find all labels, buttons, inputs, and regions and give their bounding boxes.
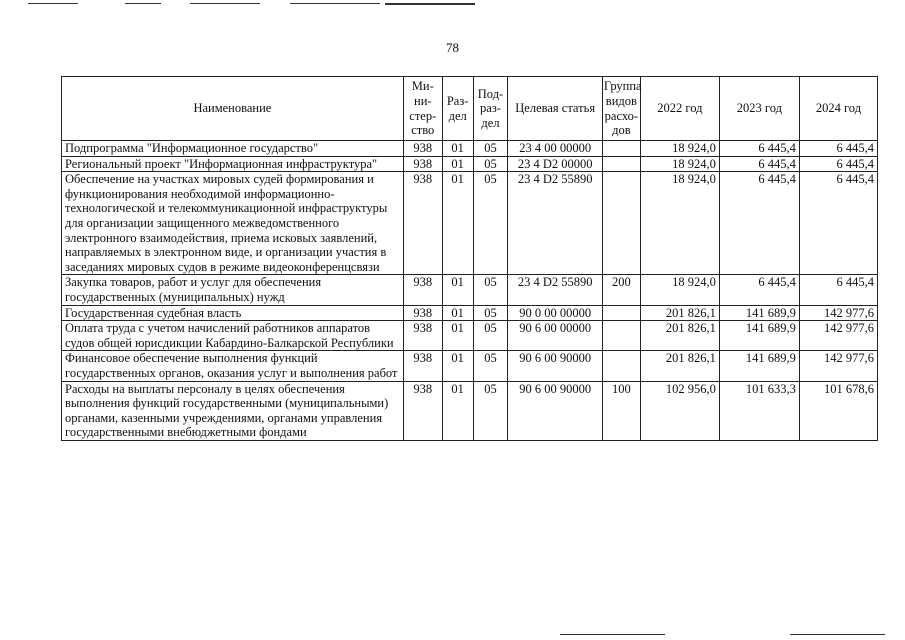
header-ministry: Ми- ни- стер- ство xyxy=(403,77,442,141)
section-cell: 01 xyxy=(442,172,473,275)
group-cell xyxy=(602,172,640,275)
amount-2022-cell: 18 924,0 xyxy=(640,172,719,275)
subsection-cell: 05 xyxy=(473,172,508,275)
ministry-cell: 938 xyxy=(403,156,442,172)
row-name-cell: Подпрограмма "Информационное государство" xyxy=(62,141,404,157)
header-subsection: Под- раз- дел xyxy=(473,77,508,141)
amount-2022-cell: 201 826,1 xyxy=(640,321,719,351)
group-cell xyxy=(602,156,640,172)
ministry-cell: 938 xyxy=(403,172,442,275)
header-name: Наименование xyxy=(62,77,404,141)
amount-2022-cell: 201 826,1 xyxy=(640,305,719,321)
amount-2023-cell: 6 445,4 xyxy=(719,156,799,172)
budget-table xyxy=(61,76,878,441)
table-row xyxy=(62,141,878,157)
table-row xyxy=(62,156,878,172)
group-cell xyxy=(602,141,640,157)
header-row xyxy=(62,77,878,141)
row-name-cell: Государственная судебная власть xyxy=(62,305,404,321)
amount-2023-cell: 141 689,9 xyxy=(719,321,799,351)
section-cell: 01 xyxy=(442,351,473,381)
table-row xyxy=(62,275,878,305)
table-body xyxy=(62,141,878,441)
target-cell: 23 4 00 00000 xyxy=(508,141,602,157)
ministry-cell: 938 xyxy=(403,321,442,351)
subsection-cell: 05 xyxy=(473,275,508,305)
subsection-cell: 05 xyxy=(473,321,508,351)
scan-artifact-line xyxy=(790,634,885,635)
group-cell xyxy=(602,305,640,321)
row-name-cell: Обеспечение на участках мировых судей формирования и функционирования необходимой информационно-технологической и телекоммуникационной инфраструктуры для организации защищенного межведомственного электронного взаимодействия, приема исковых заявлений, направляемых в электронном виде, и организации участия в заседаниях мировых судов в режиме видеоконференцсвязи xyxy=(62,172,404,275)
target-cell: 90 6 00 00000 xyxy=(508,321,602,351)
amount-2024-cell: 6 445,4 xyxy=(799,156,877,172)
group-cell: 100 xyxy=(602,381,640,440)
subsection-cell: 05 xyxy=(473,381,508,440)
header-2024: 2024 год xyxy=(799,77,877,141)
amount-2023-cell: 6 445,4 xyxy=(719,141,799,157)
ministry-cell: 938 xyxy=(403,381,442,440)
header-2023: 2023 год xyxy=(719,77,799,141)
table-row xyxy=(62,172,878,275)
section-cell: 01 xyxy=(442,305,473,321)
amount-2024-cell: 142 977,6 xyxy=(799,351,877,381)
subsection-cell: 05 xyxy=(473,305,508,321)
table-row xyxy=(62,381,878,440)
amount-2024-cell: 6 445,4 xyxy=(799,172,877,275)
section-cell: 01 xyxy=(442,141,473,157)
row-name-cell: Региональный проект "Информационная инфраструктура" xyxy=(62,156,404,172)
target-cell: 23 4 D2 55890 xyxy=(508,172,602,275)
header-group: Группа видов расхо- дов xyxy=(602,77,640,141)
amount-2022-cell: 102 956,0 xyxy=(640,381,719,440)
row-name-cell: Оплата труда с учетом начислений работников аппаратов судов общей юрисдикции Кабардино-Балкарской Республики xyxy=(62,321,404,351)
target-cell: 90 6 00 90000 xyxy=(508,381,602,440)
amount-2022-cell: 18 924,0 xyxy=(640,156,719,172)
table-row xyxy=(62,351,878,381)
target-cell: 90 6 00 90000 xyxy=(508,351,602,381)
page-number: 78 xyxy=(446,40,459,55)
scan-artifact-line xyxy=(125,3,161,4)
table-row xyxy=(62,321,878,351)
section-cell: 01 xyxy=(442,156,473,172)
section-cell: 01 xyxy=(442,321,473,351)
subsection-cell: 05 xyxy=(473,141,508,157)
amount-2024-cell: 142 977,6 xyxy=(799,305,877,321)
amount-2024-cell: 142 977,6 xyxy=(799,321,877,351)
amount-2022-cell: 18 924,0 xyxy=(640,275,719,305)
amount-2024-cell: 101 678,6 xyxy=(799,381,877,440)
ministry-cell: 938 xyxy=(403,275,442,305)
amount-2023-cell: 6 445,4 xyxy=(719,172,799,275)
scan-artifact-line xyxy=(190,3,260,4)
subsection-cell: 05 xyxy=(473,156,508,172)
amount-2024-cell: 6 445,4 xyxy=(799,141,877,157)
amount-2023-cell: 141 689,9 xyxy=(719,351,799,381)
group-cell: 200 xyxy=(602,275,640,305)
amount-2023-cell: 6 445,4 xyxy=(719,275,799,305)
table-row xyxy=(62,305,878,321)
group-cell xyxy=(602,321,640,351)
section-cell: 01 xyxy=(442,275,473,305)
amount-2022-cell: 18 924,0 xyxy=(640,141,719,157)
scan-artifact-line xyxy=(290,3,380,4)
ministry-cell: 938 xyxy=(403,305,442,321)
section-cell: 01 xyxy=(442,381,473,440)
scan-artifact-line xyxy=(28,3,78,4)
amount-2022-cell: 201 826,1 xyxy=(640,351,719,381)
header-2022: 2022 год xyxy=(640,77,719,141)
row-name-cell: Финансовое обеспечение выполнения функций государственных органов, оказания услуг и выполнения работ xyxy=(62,351,404,381)
ministry-cell: 938 xyxy=(403,141,442,157)
subsection-cell: 05 xyxy=(473,351,508,381)
amount-2023-cell: 101 633,3 xyxy=(719,381,799,440)
group-cell xyxy=(602,351,640,381)
header-section: Раз- дел xyxy=(442,77,473,141)
row-name-cell: Закупка товаров, работ и услуг для обеспечения государственных (муниципальных) нужд xyxy=(62,275,404,305)
header-target: Целевая статья xyxy=(508,77,602,141)
target-cell: 90 0 00 00000 xyxy=(508,305,602,321)
amount-2023-cell: 141 689,9 xyxy=(719,305,799,321)
ministry-cell: 938 xyxy=(403,351,442,381)
row-name-cell: Расходы на выплаты персоналу в целях обеспечения выполнения функций государственными (муниципальными) органами, казенными учреждениями, органами управления государственными внебюджетными фондами xyxy=(62,381,404,440)
target-cell: 23 4 D2 55890 xyxy=(508,275,602,305)
scan-artifact-line xyxy=(385,3,475,5)
scan-artifact-line xyxy=(560,634,665,635)
target-cell: 23 4 D2 00000 xyxy=(508,156,602,172)
amount-2024-cell: 6 445,4 xyxy=(799,275,877,305)
